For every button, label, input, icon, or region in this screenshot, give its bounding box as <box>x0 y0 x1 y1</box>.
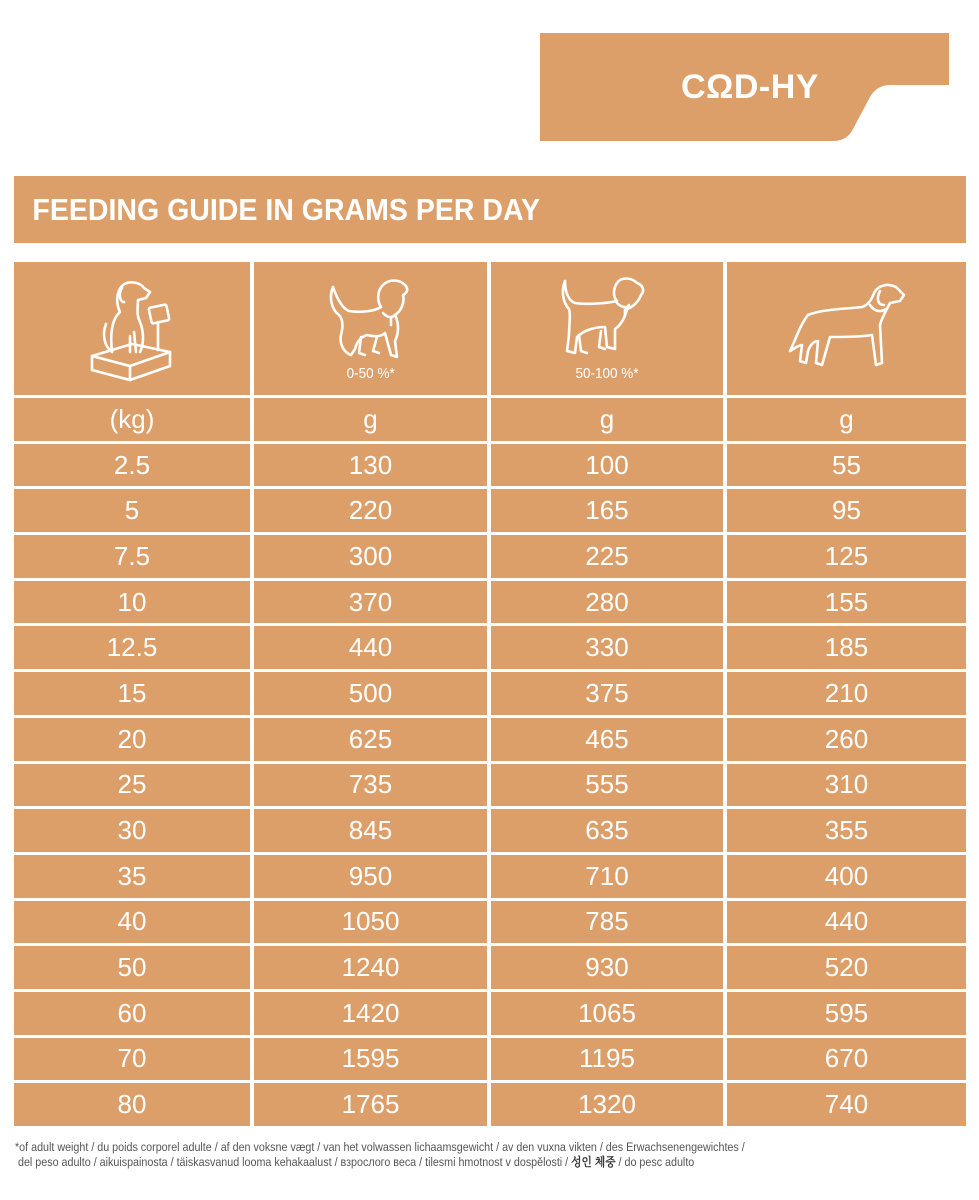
cell-puppy-50-100: 375 <box>491 672 723 715</box>
footnote <box>15 1140 860 1170</box>
cell-puppy-0-50: 440 <box>254 626 487 669</box>
cell-puppy-50-100: 555 <box>491 764 723 807</box>
cell-puppy-0-50: 1050 <box>254 901 487 944</box>
cell-adult: 520 <box>727 946 966 989</box>
cell-weight: 70 <box>14 1038 250 1081</box>
puppy-50-100-label: 50-100 %* <box>575 365 639 382</box>
cell-weight: 60 <box>14 992 250 1035</box>
cell-weight: 50 <box>14 946 250 989</box>
cell-puppy-0-50: 625 <box>254 718 487 761</box>
cell-weight: 30 <box>14 809 250 852</box>
cell-puppy-50-100: 165 <box>491 489 723 532</box>
cell-adult: 310 <box>727 764 966 807</box>
cell-puppy-0-50: 130 <box>254 444 487 487</box>
header-weight <box>14 262 250 395</box>
cell-adult: 155 <box>727 581 966 624</box>
cell-weight: 25 <box>14 764 250 807</box>
cell-puppy-50-100: 280 <box>491 581 723 624</box>
cell-adult: 355 <box>727 809 966 852</box>
header-adult <box>727 262 966 395</box>
cell-puppy-50-100: 1065 <box>491 992 723 1035</box>
header-puppy-50-100 <box>491 262 723 395</box>
cell-puppy-50-100: 1320 <box>491 1083 723 1126</box>
puppy-0-50-label: 0-50 %* <box>346 365 395 382</box>
cell-adult: 125 <box>727 535 966 578</box>
cell-puppy-50-100: 1195 <box>491 1038 723 1081</box>
cell-puppy-0-50: 300 <box>254 535 487 578</box>
puppy-small-icon <box>321 275 421 365</box>
cell-adult: 440 <box>727 901 966 944</box>
cell-adult: 185 <box>727 626 966 669</box>
cell-weight: 2.5 <box>14 444 250 487</box>
cell-puppy-0-50: 220 <box>254 489 487 532</box>
cell-puppy-50-100: 100 <box>491 444 723 487</box>
unit-puppy-50-100: g <box>491 398 723 441</box>
cell-weight: 35 <box>14 855 250 898</box>
cell-puppy-50-100: 635 <box>491 809 723 852</box>
cell-puppy-0-50: 370 <box>254 581 487 624</box>
footnote-line-2 <box>15 1155 860 1170</box>
dog-on-scale-icon <box>82 274 182 384</box>
unit-adult: g <box>727 398 966 441</box>
brand-tab <box>540 33 949 141</box>
footnote-korean: 성인 체중 <box>571 1155 616 1169</box>
cell-weight: 80 <box>14 1083 250 1126</box>
cell-weight: 20 <box>14 718 250 761</box>
cell-puppy-0-50: 1765 <box>254 1083 487 1126</box>
cell-adult: 260 <box>727 718 966 761</box>
cell-puppy-0-50: 845 <box>254 809 487 852</box>
feeding-table <box>14 262 966 1126</box>
brand-name: CΩD-HY <box>681 67 819 106</box>
page-title-bar <box>14 176 966 243</box>
cell-puppy-50-100: 710 <box>491 855 723 898</box>
footnote-line-2b: / do pesc adulto <box>615 1155 695 1169</box>
cell-weight: 15 <box>14 672 250 715</box>
cell-weight: 7.5 <box>14 535 250 578</box>
cell-adult: 740 <box>727 1083 966 1126</box>
cell-puppy-0-50: 735 <box>254 764 487 807</box>
page-title: FEEDING GUIDE IN GRAMS PER DAY <box>32 191 541 227</box>
cell-puppy-0-50: 1595 <box>254 1038 487 1081</box>
header-puppy-0-50 <box>254 262 487 395</box>
puppy-medium-icon <box>557 275 657 365</box>
cell-weight: 5 <box>14 489 250 532</box>
cell-puppy-50-100: 785 <box>491 901 723 944</box>
cell-adult: 400 <box>727 855 966 898</box>
footnote-line-1: *of adult weight / du poids corporel adulte / af den voksne vægt / van het volwassen lichaamsgewicht / av den vuxna vikten / des Erwachsenengewichtes / <box>15 1140 745 1154</box>
cell-adult: 95 <box>727 489 966 532</box>
unit-weight: (kg) <box>14 398 250 441</box>
cell-puppy-0-50: 500 <box>254 672 487 715</box>
cell-adult: 595 <box>727 992 966 1035</box>
cell-puppy-0-50: 1240 <box>254 946 487 989</box>
cell-weight: 40 <box>14 901 250 944</box>
cell-adult: 210 <box>727 672 966 715</box>
cell-adult: 55 <box>727 444 966 487</box>
cell-adult: 670 <box>727 1038 966 1081</box>
adult-dog-icon <box>782 279 912 379</box>
cell-puppy-50-100: 330 <box>491 626 723 669</box>
cell-puppy-50-100: 225 <box>491 535 723 578</box>
footnote-line-2a: del peso adulto / aikuispainosta / täiskasvanud looma kehakaalust / взрослого веса / tilesmi hmotnost v dospělosti / <box>17 1155 572 1169</box>
cell-puppy-0-50: 1420 <box>254 992 487 1035</box>
cell-puppy-50-100: 465 <box>491 718 723 761</box>
cell-puppy-50-100: 930 <box>491 946 723 989</box>
unit-puppy-0-50: g <box>254 398 487 441</box>
cell-weight: 10 <box>14 581 250 624</box>
cell-weight: 12.5 <box>14 626 250 669</box>
cell-puppy-0-50: 950 <box>254 855 487 898</box>
